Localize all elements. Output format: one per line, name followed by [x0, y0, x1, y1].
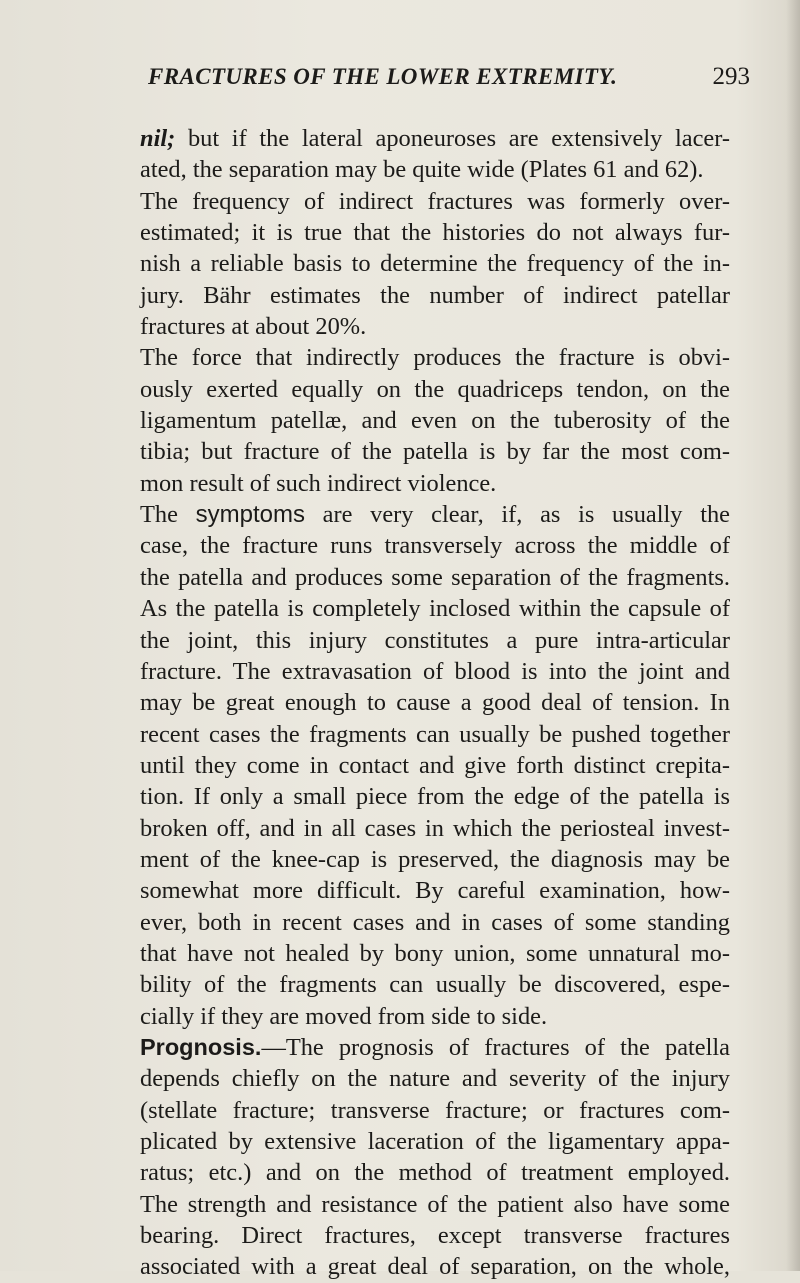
- text-line: bearing. Direct fractures, except transverse fractures: [140, 1222, 730, 1250]
- text-line: depends chiefly on the nature and severity of the injury: [140, 1065, 730, 1093]
- text-line: fractures at about 20%.: [140, 313, 367, 341]
- text-line: [140, 123, 730, 154]
- text-line: ever, both in recent cases and in cases of some standing: [140, 908, 730, 936]
- line-text: The: [140, 501, 196, 529]
- text-line: the joint, this injury constitutes a pure intra-articular: [140, 626, 730, 654]
- line-text: —The prognosis of fractures of the patella: [261, 1033, 730, 1061]
- text-line: tion. If only a small piece from the edge of the patella is: [140, 783, 730, 811]
- text-line: mon result of such indirect violence.: [140, 469, 497, 497]
- text-line: nish a reliable basis to determine the frequency of the in-: [140, 250, 730, 278]
- line-text: but if the lateral aponeuroses are extensively lacer-: [175, 125, 730, 152]
- text-line: case, the fracture runs transversely across the middle of: [140, 532, 730, 560]
- line-text: are very clear, if, as is usually the: [304, 501, 730, 529]
- text-line: As the patella is completely inclosed within the capsule of: [140, 595, 730, 623]
- text-line: until they come in contact and give forth distinct crepita-: [140, 751, 730, 779]
- page-header: [148, 64, 750, 96]
- text-line: tibia; but fracture of the patella is by far the most com-: [140, 438, 730, 466]
- text-line: [140, 1032, 730, 1063]
- text-line: The frequency of indirect fractures was formerly over-: [140, 187, 730, 215]
- text-line: associated with a great deal of separation, on the whole,: [140, 1253, 730, 1281]
- section-heading-prognosis: Prognosis.: [140, 1033, 262, 1060]
- text-line: somewhat more difficult. By careful examination, how-: [140, 877, 730, 905]
- text-line: that have not healed by bony union, some unnatural mo-: [140, 939, 730, 967]
- text-line: bility of the fragments can usually be discovered, espe-: [140, 971, 730, 999]
- text-line: ratus; etc.) and on the method of treatment employed.: [140, 1159, 730, 1187]
- text-line: plicated by extensive laceration of the ligamentary appa-: [140, 1128, 730, 1155]
- text-line: (stellate fracture; transverse fracture; or fractures com-: [140, 1096, 730, 1124]
- text-line: The strength and resistance of the patient also have some: [140, 1190, 730, 1218]
- text-line: fracture. The extravasation of blood is into the joint and: [140, 657, 730, 685]
- text-line: estimated; it is true that the histories do not always fur-: [140, 219, 730, 247]
- text-line: ligamentum patellæ, and even on the tuberosity of the: [140, 407, 730, 435]
- text-line: jury. Bähr estimates the number of indirect patellar: [140, 281, 730, 309]
- text-line: ated, the separation may be quite wide (Plates 61 and 62).: [140, 156, 704, 184]
- text-line: cially if they are moved from side to side.: [140, 1002, 548, 1030]
- text-line: broken off, and in all cases in which the periosteal invest-: [140, 814, 730, 842]
- text-line: ment of the knee-cap is preserved, the diagnosis may be: [140, 845, 730, 873]
- text-line: [140, 499, 730, 530]
- page-number: 293: [712, 63, 750, 90]
- body-text: [140, 123, 730, 1283]
- italic-term: nil;: [140, 125, 176, 152]
- section-term-symptoms: symptoms: [195, 501, 305, 529]
- text-line: ously exerted equally on the quadriceps tendon, on the: [140, 375, 730, 403]
- text-line: The force that indirectly produces the fracture is obvi-: [140, 344, 730, 372]
- text-line: the patella and produces some separation of the fragments.: [140, 563, 730, 591]
- running-title: FRACTURES OF THE LOWER EXTREMITY.: [148, 64, 618, 89]
- page-edge-shadow: [786, 0, 800, 1271]
- text-line: recent cases the fragments can usually be pushed together: [140, 720, 730, 748]
- text-line: may be great enough to cause a good deal of tension. In: [140, 689, 730, 717]
